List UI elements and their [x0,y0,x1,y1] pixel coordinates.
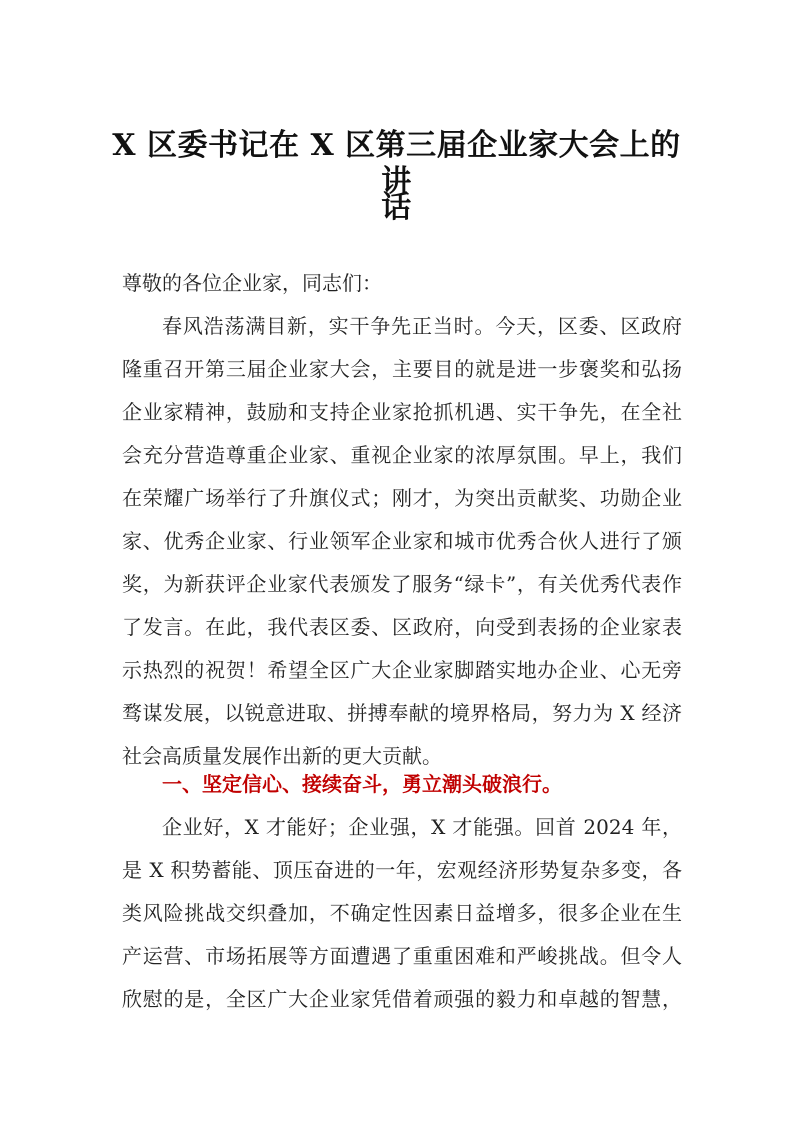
paragraph-line: 了发言。在此，我代表区委、区政府，向受到表扬的企业家表 [122,615,682,639]
paragraph-line: 类风险挑战交织叠加，不确定性因素日益增多，很多企业在生 [122,901,682,925]
paragraph-line: 社会高质量发展作出新的更大贡献。 [122,744,442,768]
paragraph-line: 产运营、市场拓展等方面遭遇了重重困难和严峻挑战。但令人 [122,944,682,968]
document-title-line-1: X 区委书记在 X 区第三届企业家大会上的讲 [112,128,681,199]
paragraph-line: 骛谋发展，以锐意进取、拼搏奉献的境界格局，努力为 X 经济 [122,701,682,725]
paragraph-1 [122,305,682,778]
paragraph-line: 奖，为新获评企业家代表颁发了服务“绿卡”，有关优秀代表作 [122,572,682,596]
paragraph-line: 企业好，X 才能好；企业强，X 才能强。回首 2024 年， [162,815,682,839]
paragraph-line: 欣慰的是，全区广大企业家凭借着顽强的毅力和卓越的智慧， [122,987,682,1011]
section-heading-1: 一、坚定信心、接续奋斗，勇立潮头破浪行。 [162,772,562,796]
paragraph-line: 在荣耀广场举行了升旗仪式；刚才，为突出贡献奖、功勋企业 [122,486,682,510]
paragraph-line: 会充分营造尊重企业家、重视企业家的浓厚氛围。早上，我们 [122,443,682,467]
paragraph-line: 企业家精神，鼓励和支持企业家抢抓机遇、实干争先，在全社 [122,400,682,424]
paragraph-line: 隆重召开第三届企业家大会，主要目的就是进一步褒奖和弘扬 [122,357,682,381]
paragraph-line: 家、优秀企业家、行业领军企业家和城市优秀合伙人进行了颁 [122,529,682,553]
paragraph-line: 是 X 积势蓄能、顶压奋进的一年，宏观经济形势复杂多变，各 [122,858,682,882]
document-title-line-2: 话 [381,190,412,225]
paragraph-line: 春风浩荡满目新，实干争先正当时。今天，区委、区政府 [162,314,682,338]
paragraph-line: 示热烈的祝贺！希望全区广大企业家脚踏实地办企业、心无旁 [122,658,682,682]
paragraph-2 [122,806,682,1021]
salutation: 尊敬的各位企业家，同志们： [122,271,382,295]
